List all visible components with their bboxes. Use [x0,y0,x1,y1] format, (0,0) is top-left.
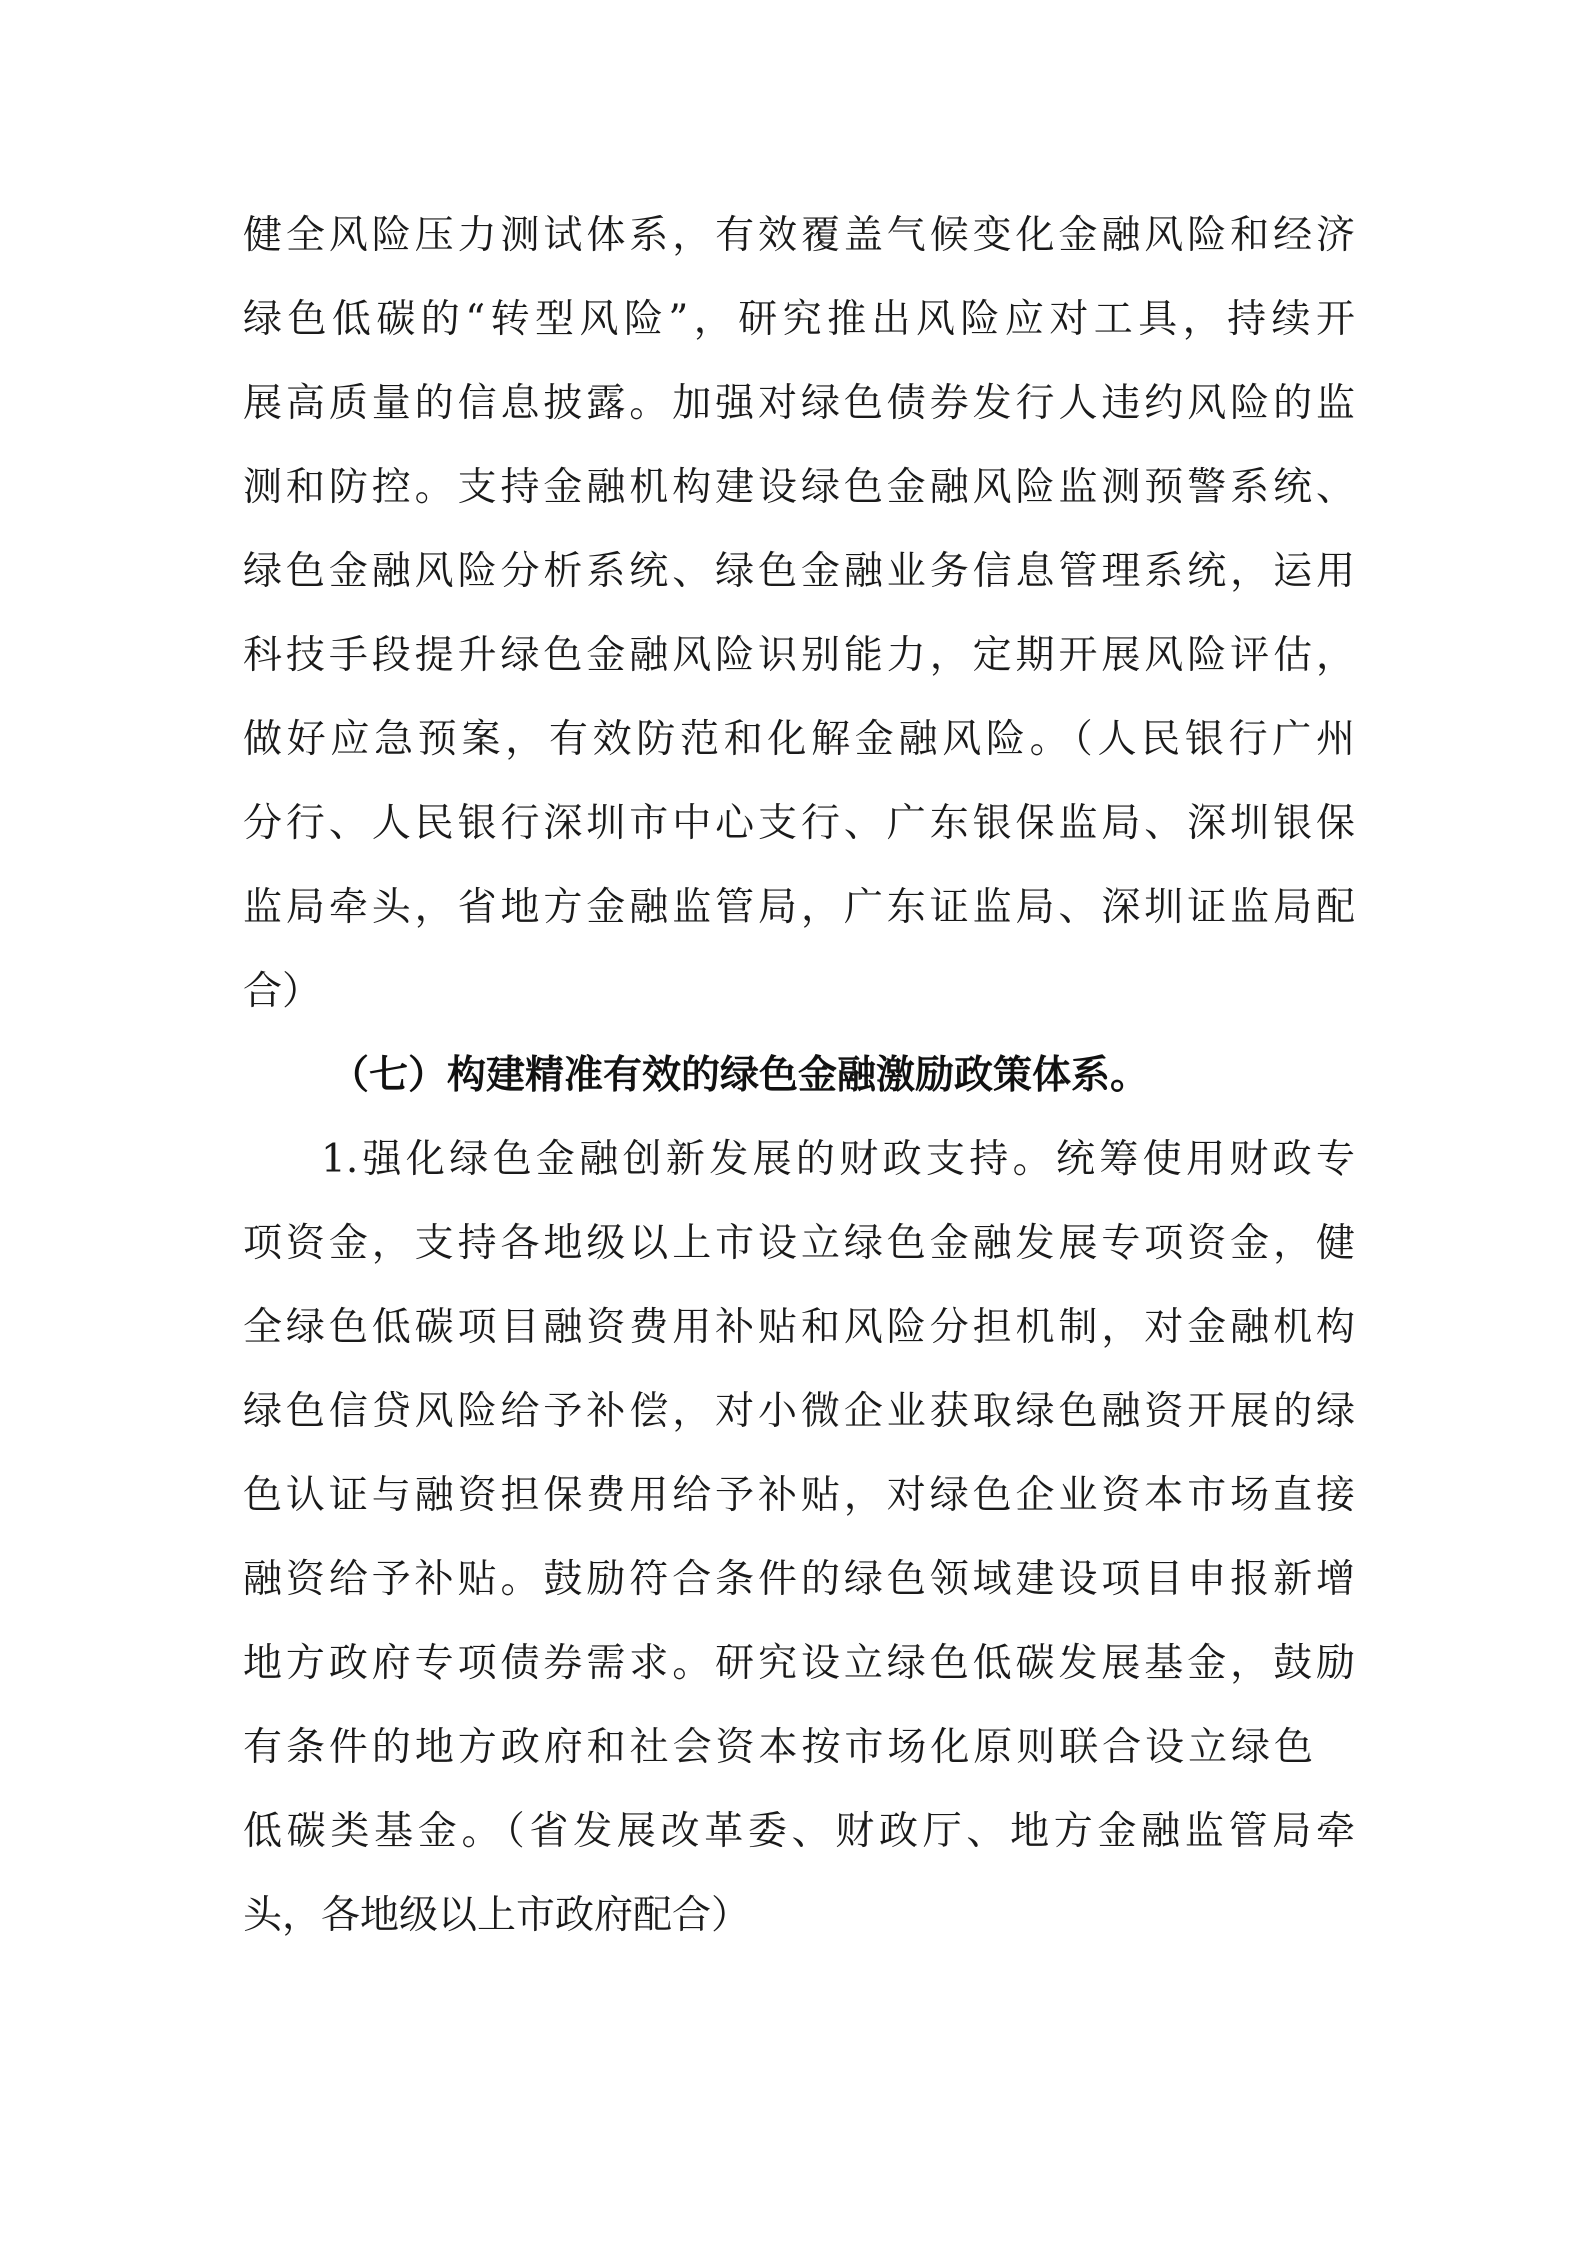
body-text-line: 色认证与融资担保费用给予补贴，对绿色企业资本市场直接 [243,1473,1355,1518]
body-text-line: 分行、人民银行深圳市中心支行、广东银保监局、深圳银保 [243,801,1355,846]
section-heading: （七）构建精准有效的绿色金融激励政策体系。 [330,1053,1150,1098]
body-text-line: 监局牵头，省地方金融监管局，广东证监局、深圳证监局配 [243,885,1355,930]
body-text-line: 测和防控。支持金融机构建设绿色金融风险监测预警系统、 [243,465,1355,510]
body-text-line: 绿色信贷风险给予补偿，对小微企业获取绿色融资开展的绿 [243,1389,1355,1434]
body-text-line: 健全风险压力测试体系，有效覆盖气候变化金融风险和经济 [243,213,1355,258]
body-text-line: 合） [243,969,322,1014]
body-text-line: 有条件的地方政府和社会资本按市场化原则联合设立绿色 [243,1725,1313,1770]
body-text-line: 低碳类基金。（省发展改革委、财政厅、地方金融监管局牵 [243,1809,1355,1854]
body-text-line: 头，各地级以上市政府配合） [243,1893,751,1938]
body-text-line: 项资金，支持各地级以上市设立绿色金融发展专项资金，健 [243,1221,1355,1266]
body-text-line: 绿色金融风险分析系统、绿色金融业务信息管理系统，运用 [243,549,1355,594]
body-text-line: 绿色低碳的“转型风险”，研究推出风险应对工具，持续开 [243,297,1355,342]
body-text-line: 做好应急预案，有效防范和化解金融风险。（人民银行广州 [243,717,1355,762]
body-text-line: 融资给予补贴。鼓励符合条件的绿色领域建设项目申报新增 [243,1557,1355,1602]
body-text-line: 全绿色低碳项目融资费用补贴和风险分担机制，对金融机构 [243,1305,1355,1350]
body-text-line: 科技手段提升绿色金融风险识别能力，定期开展风险评估， [243,633,1355,678]
body-text-line: 展高质量的信息披露。加强对绿色债券发行人违约风险的监 [243,381,1355,426]
body-text-line: 1.强化绿色金融创新发展的财政支持。统筹使用财政专 [321,1137,1355,1182]
body-text-line: 地方政府专项债券需求。研究设立绿色低碳发展基金，鼓励 [243,1641,1355,1686]
